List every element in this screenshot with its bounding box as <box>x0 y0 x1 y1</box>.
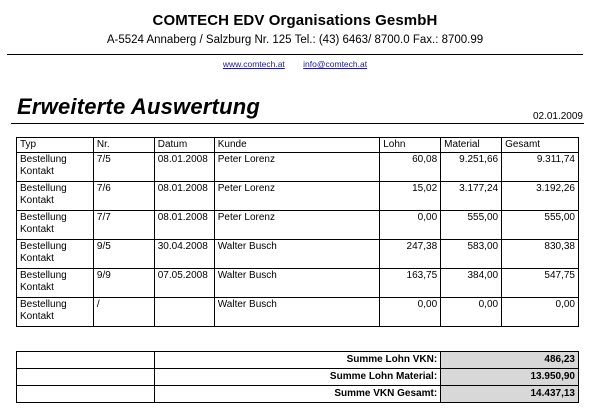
column-header-nr: Nr. <box>93 138 154 153</box>
orders-table <box>16 137 579 327</box>
cell-datum <box>154 298 214 327</box>
cell-typ: Bestellung Kontakt <box>17 269 94 298</box>
summary-row <box>17 352 579 369</box>
report-date: 02.01.2009 <box>532 111 583 122</box>
summary-spacer <box>17 369 155 386</box>
website-link[interactable]: www.comtech.at <box>222 59 285 69</box>
cell-typ: Bestellung Kontakt <box>17 153 94 182</box>
cell-typ: Bestellung Kontakt <box>17 240 94 269</box>
cell-typ: Bestellung Kontakt <box>17 211 94 240</box>
cell-lohn: 60,08 <box>380 153 441 182</box>
contact-links <box>0 59 590 69</box>
cell-gesamt: 0,00 <box>502 298 579 327</box>
cell-typ: Bestellung Kontakt <box>17 298 94 327</box>
cell-nr: 9/5 <box>93 240 154 269</box>
company-address: A-5524 Annaberg / Salzburg Nr. 125 Tel.: (43) 6463/ 8700.0 Fax.: 8700.99 <box>106 34 484 46</box>
cell-datum: 08.01.2008 <box>154 182 214 211</box>
cell-nr: 7/7 <box>93 211 154 240</box>
summary-value-lohn: 486,23 <box>441 352 579 369</box>
cell-lohn: 15,02 <box>380 182 441 211</box>
cell-gesamt: 555,00 <box>502 211 579 240</box>
cell-material: 555,00 <box>441 211 502 240</box>
cell-datum: 07.05.2008 <box>154 269 214 298</box>
cell-gesamt: 830,38 <box>502 240 579 269</box>
summary-row <box>17 386 579 403</box>
column-header-material: Material <box>441 138 502 153</box>
column-header-datum: Datum <box>154 138 214 153</box>
table-header-row <box>17 138 579 153</box>
cell-datum: 08.01.2008 <box>154 153 214 182</box>
cell-kunde: Peter Lorenz <box>214 153 380 182</box>
cell-datum: 08.01.2008 <box>154 211 214 240</box>
cell-lohn: 163,75 <box>380 269 441 298</box>
cell-material: 0,00 <box>441 298 502 327</box>
cell-gesamt: 3.192,26 <box>502 182 579 211</box>
cell-material: 583,00 <box>441 240 502 269</box>
cell-lohn: 247,38 <box>380 240 441 269</box>
table-row <box>17 269 579 298</box>
summary-spacer <box>17 386 155 403</box>
cell-nr: 7/5 <box>93 153 154 182</box>
summary-table <box>16 351 579 403</box>
cell-kunde: Peter Lorenz <box>214 182 380 211</box>
summary-spacer <box>17 352 155 369</box>
summary-row <box>17 369 579 386</box>
table-row <box>17 182 579 211</box>
cell-material: 9.251,66 <box>441 153 502 182</box>
cell-material: 384,00 <box>441 269 502 298</box>
column-header-typ: Typ <box>17 138 94 153</box>
email-link[interactable]: info@comtech.at <box>303 59 368 69</box>
column-header-lohn: Lohn <box>380 138 441 153</box>
cell-nr: 7/6 <box>93 182 154 211</box>
cell-material: 3.177,24 <box>441 182 502 211</box>
column-header-kunde: Kunde <box>214 138 380 153</box>
cell-gesamt: 547,75 <box>502 269 579 298</box>
cell-nr: 9/9 <box>93 269 154 298</box>
column-header-gesamt: Gesamt <box>502 138 579 153</box>
table-row <box>17 153 579 182</box>
cell-lohn: 0,00 <box>380 298 441 327</box>
title-divider <box>11 123 584 124</box>
table-row <box>17 211 579 240</box>
company-name: COMTECH EDV Organisations GesmbH <box>152 12 438 29</box>
header-divider <box>7 54 583 55</box>
summary-label-lohn: Summe Lohn VKN: <box>154 352 440 369</box>
summary-value-material: 13.950,90 <box>441 369 579 386</box>
cell-kunde: Walter Busch <box>214 240 380 269</box>
summary-value-gesamt: 14.437,13 <box>441 386 579 403</box>
report-title: Erweiterte Auswertung <box>17 94 260 119</box>
cell-kunde: Walter Busch <box>214 298 380 327</box>
cell-datum: 30.04.2008 <box>154 240 214 269</box>
cell-kunde: Walter Busch <box>214 269 380 298</box>
cell-nr: / <box>93 298 154 327</box>
cell-kunde: Peter Lorenz <box>214 211 380 240</box>
cell-typ: Bestellung Kontakt <box>17 182 94 211</box>
summary-label-material: Summe Lohn Material: <box>154 369 440 386</box>
cell-gesamt: 9.311,74 <box>502 153 579 182</box>
cell-lohn: 0,00 <box>380 211 441 240</box>
table-row <box>17 240 579 269</box>
summary-label-gesamt: Summe VKN Gesamt: <box>154 386 440 403</box>
table-row <box>17 298 579 327</box>
